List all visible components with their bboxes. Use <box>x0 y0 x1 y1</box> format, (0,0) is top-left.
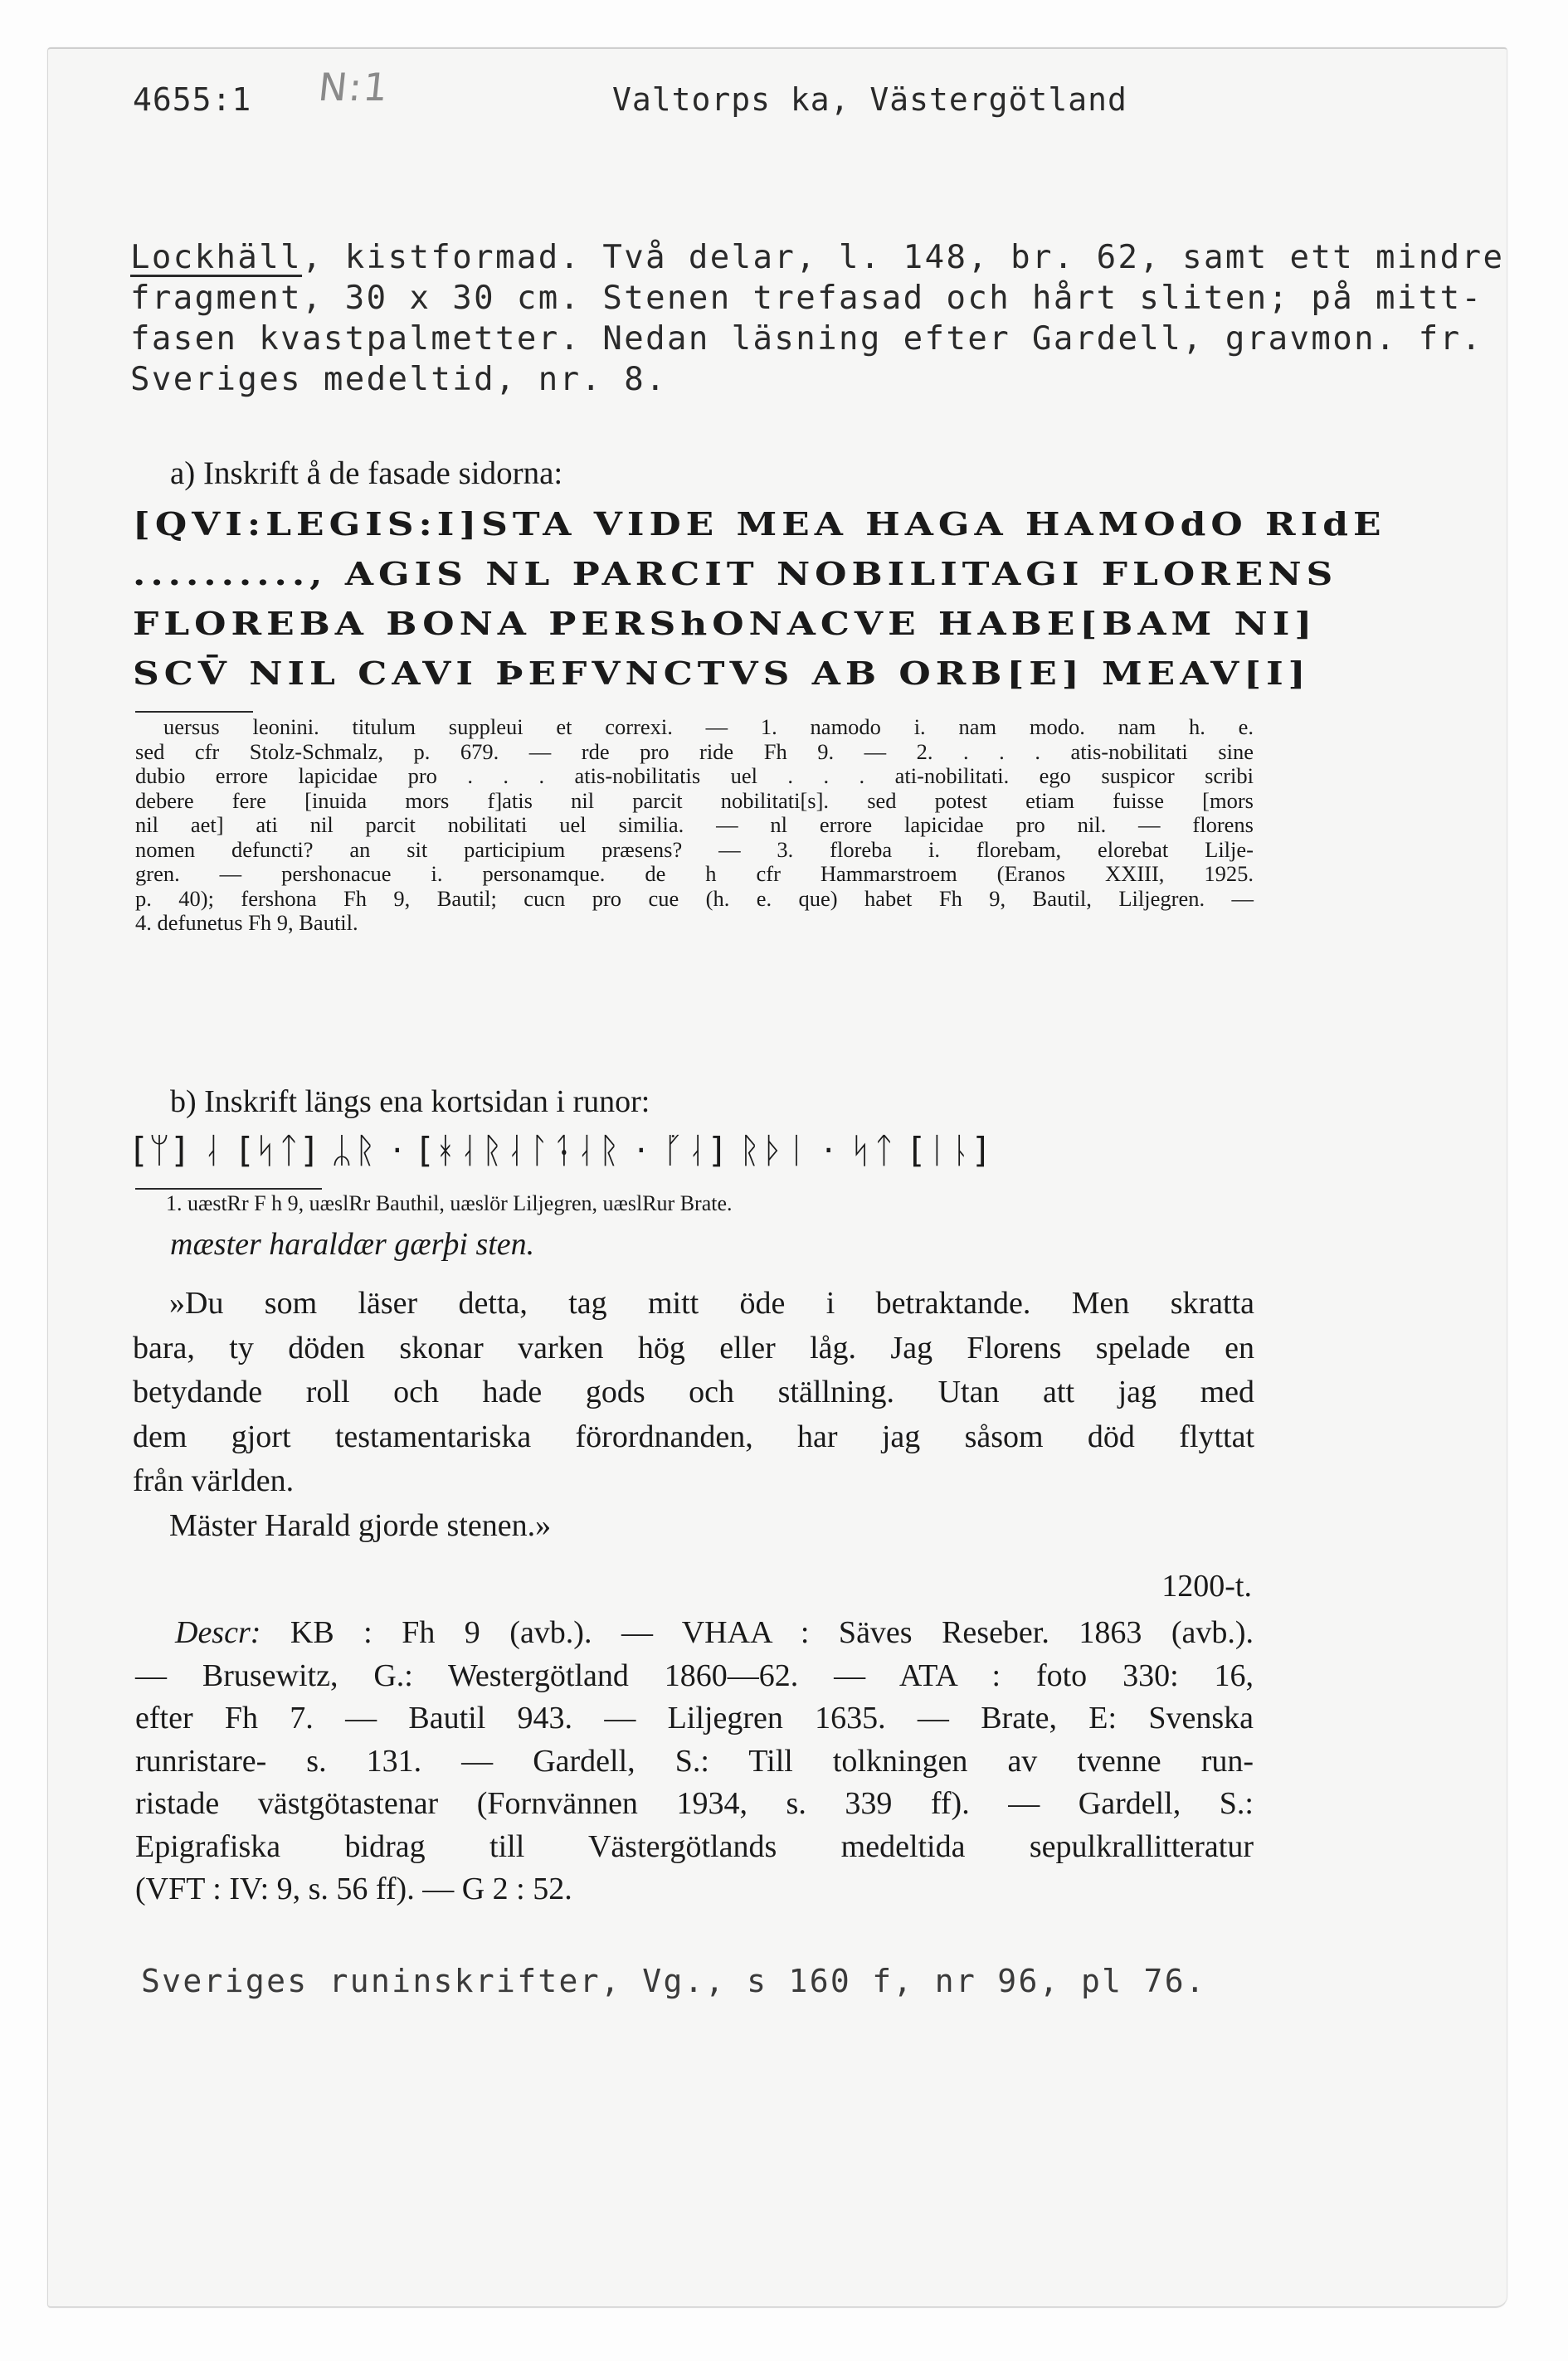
uncial-line: SCV̄ NIL CAVI ÞEFVNCTVS AB ORB[E] MEAV[I] <box>133 655 1311 693</box>
translation-line: »Du som läser detta, tag mitt öde i betraktande. Men skratta <box>169 1286 1254 1321</box>
location-title: Valtorps ka, Västergötland <box>612 81 1127 118</box>
descr-label: Descr: <box>175 1615 261 1650</box>
bibliography-line: Epigrafiska bidrag till Västergötlands medeltida sepulkrallitteratur <box>135 1828 1254 1864</box>
bibliography-line: Descr: KB : Fh 9 (avb.). — VHAA : Säves Reseber. 1863 (avb.). <box>175 1615 1254 1650</box>
note-line: uersus leonini. titulum suppleui et correxi. — 1. namodo i. nam modo. nam h. e. <box>163 714 1254 739</box>
translation-line: från världen. <box>133 1463 295 1498</box>
note-line: gren. — pershonacue i. personamque. de h cfr Hammarstroem (Eranos XXIII, 1925. <box>135 861 1254 886</box>
notes-separator <box>135 711 253 713</box>
translation-line: Mäster Harald gjorde stenen.» <box>169 1507 552 1543</box>
bibliography-line: runristare- s. 131. — Gardell, S.: Till tolkningen av tvenne run- <box>135 1743 1254 1779</box>
rune-line: [ᛘ] ᛆ [ᛋᛏ] ᛦᚱ · [ᚼᛆᚱᛆᛚᛑᛆᚱ · ᚵᛆ] ᚱᚦᛁ · ᛋᛏ [ᛁᚿ] <box>133 1130 990 1171</box>
rune-note: 1. uæstRr F h 9, uæslRr Bauthil, uæslör Liljegren, uæslRur Brate. <box>166 1191 733 1215</box>
description-line: fasen kvastpalmetter. Nedan läsning efter Gardell, gravmon. fr. <box>130 320 1483 358</box>
note-line: p. 40); fershona Fh 9, Bautil; cucn pro cue (h. e. que) habet Fh 9, Bautil, Liljegren. — <box>135 885 1254 911</box>
dating: 1200-t. <box>1161 1569 1252 1604</box>
stone-description <box>130 237 1504 400</box>
underlined-term: Lockhäll <box>130 239 303 276</box>
catalog-id: 4655:1 <box>133 81 252 118</box>
inscription-a-notes <box>135 715 1254 936</box>
source-reference: Sveriges runinskrifter, Vg., s 160 f, nr 96, pl 76. <box>141 1963 1207 1999</box>
bibliography-line: — Brusewitz, G.: Westergötland 1860—62. — ATA : foto 330: 16, <box>135 1658 1254 1693</box>
note-line: sed cfr Stolz-Schmalz, p. 679. — rde pro ride Fh 9. — 2. . . . atis-nobilitati sine <box>135 738 1254 764</box>
description-line: Lockhäll, kistformad. Två delar, l. 148, br. 62, samt ett mindre <box>130 239 1505 276</box>
translation-line: dem gjort testamentariska förordnanden, har jag såsom död flyttat <box>133 1419 1254 1454</box>
description-line: fragment, 30 x 30 cm. Stenen trefasad och hårt sliten; på mitt- <box>130 280 1483 317</box>
bibliography <box>135 1612 1254 1911</box>
bibliography-line: (VFT : IV: 9, s. 56 ff). — G 2 : 52. <box>135 1872 572 1906</box>
translation-line: bara, ty döden skonar varken hög eller låg. Jag Florens spelade en <box>133 1330 1254 1365</box>
inscription-a-heading: a) Inskrift å de fasade sidorna: <box>170 455 563 491</box>
inscription-b-heading: b) Inskrift längs ena kortsidan i runor: <box>170 1084 650 1119</box>
description-line: Sveriges medeltid, nr. 8. <box>130 361 667 398</box>
uncial-line: FLOREBA BONA PERShONACVE HABE[BAM NI] <box>133 606 1317 643</box>
bibliography-line: efter Fh 7. — Bautil 943. — Liljegren 1635. — Brate, E: Svenska <box>135 1701 1254 1735</box>
bibliography-line: ristade västgötastenar (Fornvännen 1934, s. 339 ff). — Gardell, S.: <box>135 1786 1254 1821</box>
translation-line: betydande roll och hade gods och ställning. Utan att jag med <box>133 1375 1254 1409</box>
swedish-translation <box>133 1282 1254 1548</box>
normalized-text: mæster haraldær gærþi sten. <box>170 1227 535 1262</box>
rune-notes-separator <box>135 1188 322 1190</box>
note-line: nomen defuncti? an sit participium præsens? — 3. floreba i. florebam, elorebat Lilje- <box>135 836 1254 862</box>
note-line: debere fere [inuida mors f]atis nil parcit nobilitati[s]. sed potest etiam fuisse [mors <box>135 787 1254 813</box>
note-line: dubio errore lapicidae pro . . . atis-nobilitatis uel . . . ati-nobilitati. ego suspicor scribi <box>135 763 1254 788</box>
uncial-line: .........., AGIS NL PARCIT NOBILITAGI FLORENS <box>133 556 1338 593</box>
note-line: nil aet] ati nil parcit nobilitati uel similia. — nl errore lapicidae pro nil. — florens <box>135 812 1254 837</box>
note-line: 4. defunetus Fh 9, Bautil. <box>135 910 358 935</box>
pencil-mark: N:1 <box>316 65 392 110</box>
uncial-line: [QVI:LEGIS:I]STA VIDE MEA HAGA HAMOdO RIdE <box>133 506 1386 543</box>
